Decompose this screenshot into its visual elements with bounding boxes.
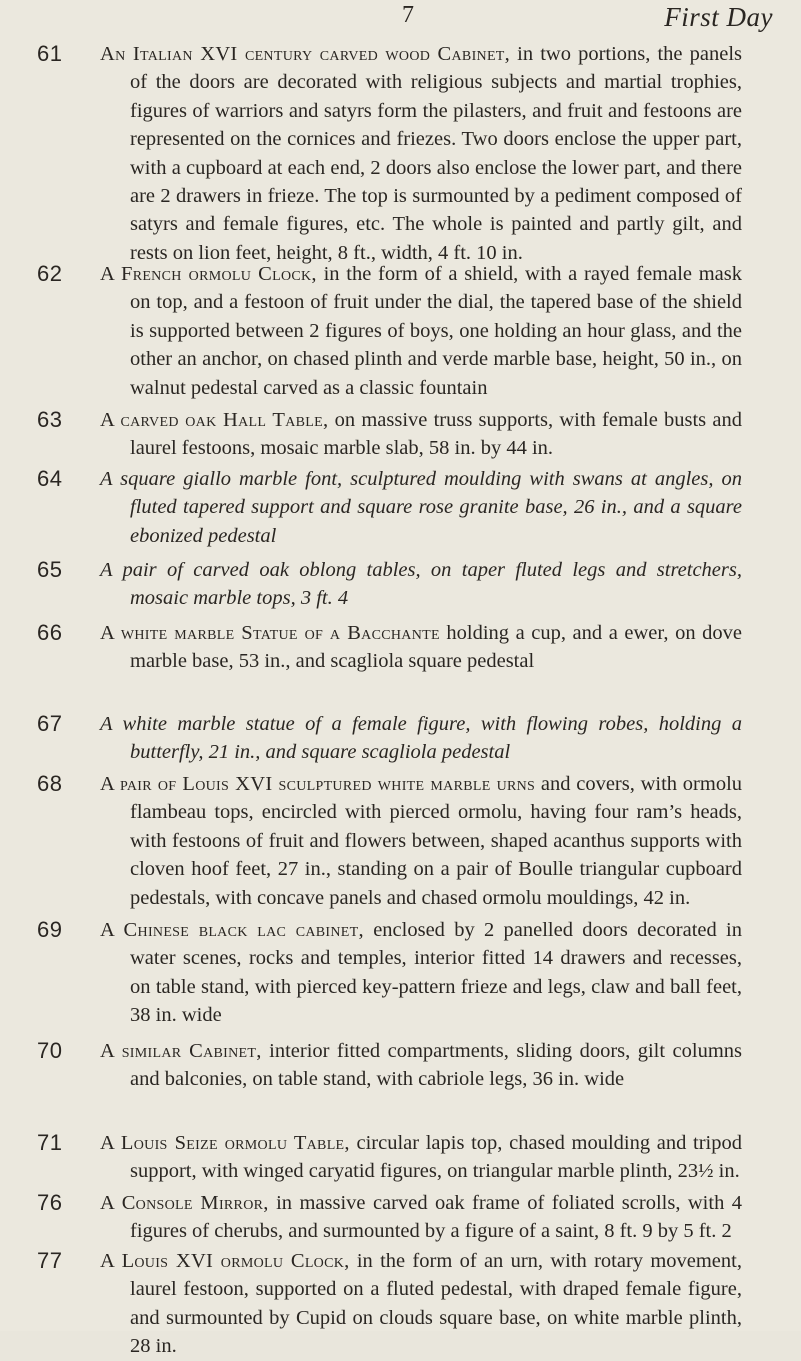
lot-description	[100, 770, 742, 912]
lot-number: 67	[37, 711, 63, 736]
lot-description	[100, 619, 742, 676]
lot-number: 71	[37, 1130, 63, 1155]
lot-number: 68	[37, 771, 63, 796]
lot-description	[100, 406, 742, 463]
lot-number: 62	[37, 261, 63, 286]
lot-body: and covers, with ormolu flambeau tops, encircled with pierced ormolu, having four ram’s heads, with festoons of fruit and flowers between, shaped acanthus supports with cloven hoof feet, 27 in., standing on a pair of Boulle triangular cupboard pedestals, with concave panels and chased ormolu mouldings, 42 in.	[130, 773, 743, 909]
lot-number: 69	[37, 917, 63, 942]
lot-lead: A Console Mirror,	[100, 1192, 269, 1214]
lot-number: 76	[37, 1190, 63, 1215]
lot-number: 70	[37, 1038, 63, 1063]
lot-body: holding a cup, and a ewer, on dove marble base, 53 in., and scagliola square pedestal	[130, 622, 742, 673]
lot-lead: A white marble Statue of a Bacchante	[100, 622, 440, 644]
lot-number: 65	[37, 557, 63, 582]
lot-lead: A Louis Seize ormolu Table,	[100, 1132, 350, 1154]
lot-number: 63	[37, 407, 63, 432]
lot-body: A pair of carved oak oblong tables, on taper fluted legs and stretchers, mosaic marble tops, 3 ft. 4	[100, 559, 742, 610]
lot-description	[100, 1037, 742, 1094]
lot-description	[100, 1129, 742, 1186]
lot-body: in the form of a shield, with a rayed female mask on top, and a festoon of fruit under the dial, the tapered base of the shield is supported between 2 figures of boys, one holding an hour glass, and the other an anchor, on chased plinth and verde marble base, height, 50 in., on walnut pedestal carved as a classic fountain	[130, 263, 743, 399]
lot-description	[100, 1247, 742, 1361]
lot-body: in the form of an urn, with rotary movement, laurel festoon, supported on a fluted pedestal, with draped female figure, and surmounted by Cupid on clouds square base, on white marble plinth, 28 in.	[130, 1250, 742, 1358]
lot-lead: A similar Cabinet,	[100, 1040, 262, 1062]
lot-body: enclosed by 2 panelled doors decorated in water scenes, rocks and temples, interior fitted 14 drawers and recesses, on table stand, with pierced key-pattern frieze and legs, claw and ball feet, 38 in. wide	[130, 919, 742, 1027]
lot-description	[100, 40, 742, 267]
lot-description	[100, 465, 742, 550]
lot-description	[100, 916, 742, 1030]
lot-number: 66	[37, 620, 63, 645]
lot-description	[100, 1189, 742, 1246]
page-header	[0, 0, 801, 40]
lot-description	[100, 710, 742, 767]
lot-body: in massive carved oak frame of foliated scrolls, with 4 figures of cherubs, and surmounted by a figure of a saint, 8 ft. 9 by 5 ft. 2	[130, 1192, 742, 1243]
page-number: 7	[402, 2, 414, 28]
lot-lead: A French ormolu Clock,	[100, 263, 317, 285]
lot-body: in two portions, the panels of the doors are decorated with religious subjects and martial trophies, figures of warriors and satyrs form the pilasters, and fruit and festoons are represented on the cornices and friezes. Two doors enclose the upper part, with a cupboard at each end, 2 doors also enclose the lower part, and there are 2 drawers in frieze. The top is surmounted by a pediment composed of satyrs and female figures, etc. The whole is painted and partly gilt, and rests on lion feet, height, 8 ft., width, 4 ft. 10 in.	[130, 43, 742, 264]
lot-number: 64	[37, 466, 63, 491]
lot-lead: A pair of Louis XVI sculptured white marble urns	[100, 773, 536, 795]
running-head: First Day	[664, 2, 773, 32]
lot-body: on massive truss supports, with female busts and laurel festoons, mosaic marble slab, 58 in. by 44 in.	[130, 409, 742, 460]
lot-number: 61	[37, 41, 63, 66]
lot-lead: A carved oak Hall Table,	[100, 409, 329, 431]
lot-body: A square giallo marble font, sculptured moulding with swans at angles, on fluted tapered support and square rose granite base, 26 in., and a square ebonized pedestal	[100, 468, 742, 547]
lot-lead: A Louis XVI ormolu Clock,	[100, 1250, 350, 1272]
lot-body: circular lapis top, chased moulding and tripod support, with winged caryatid figures, on triangular marble plinth, 23½ in.	[130, 1132, 742, 1183]
lot-description	[100, 556, 742, 613]
lot-body: interior fitted compartments, sliding doors, gilt columns and balconies, on table stand, with cabriole legs, 36 in. wide	[130, 1040, 742, 1091]
lot-lead: A Chinese black lac cabinet,	[100, 919, 364, 941]
lot-lead: An Italian XVI century carved wood Cabinet,	[100, 43, 511, 65]
lot-description	[100, 260, 742, 402]
lot-number: 77	[37, 1248, 63, 1273]
lot-body: A white marble statue of a female figure, with flowing robes, holding a butterfly, 21 in., and square scagliola pedestal	[100, 713, 742, 764]
